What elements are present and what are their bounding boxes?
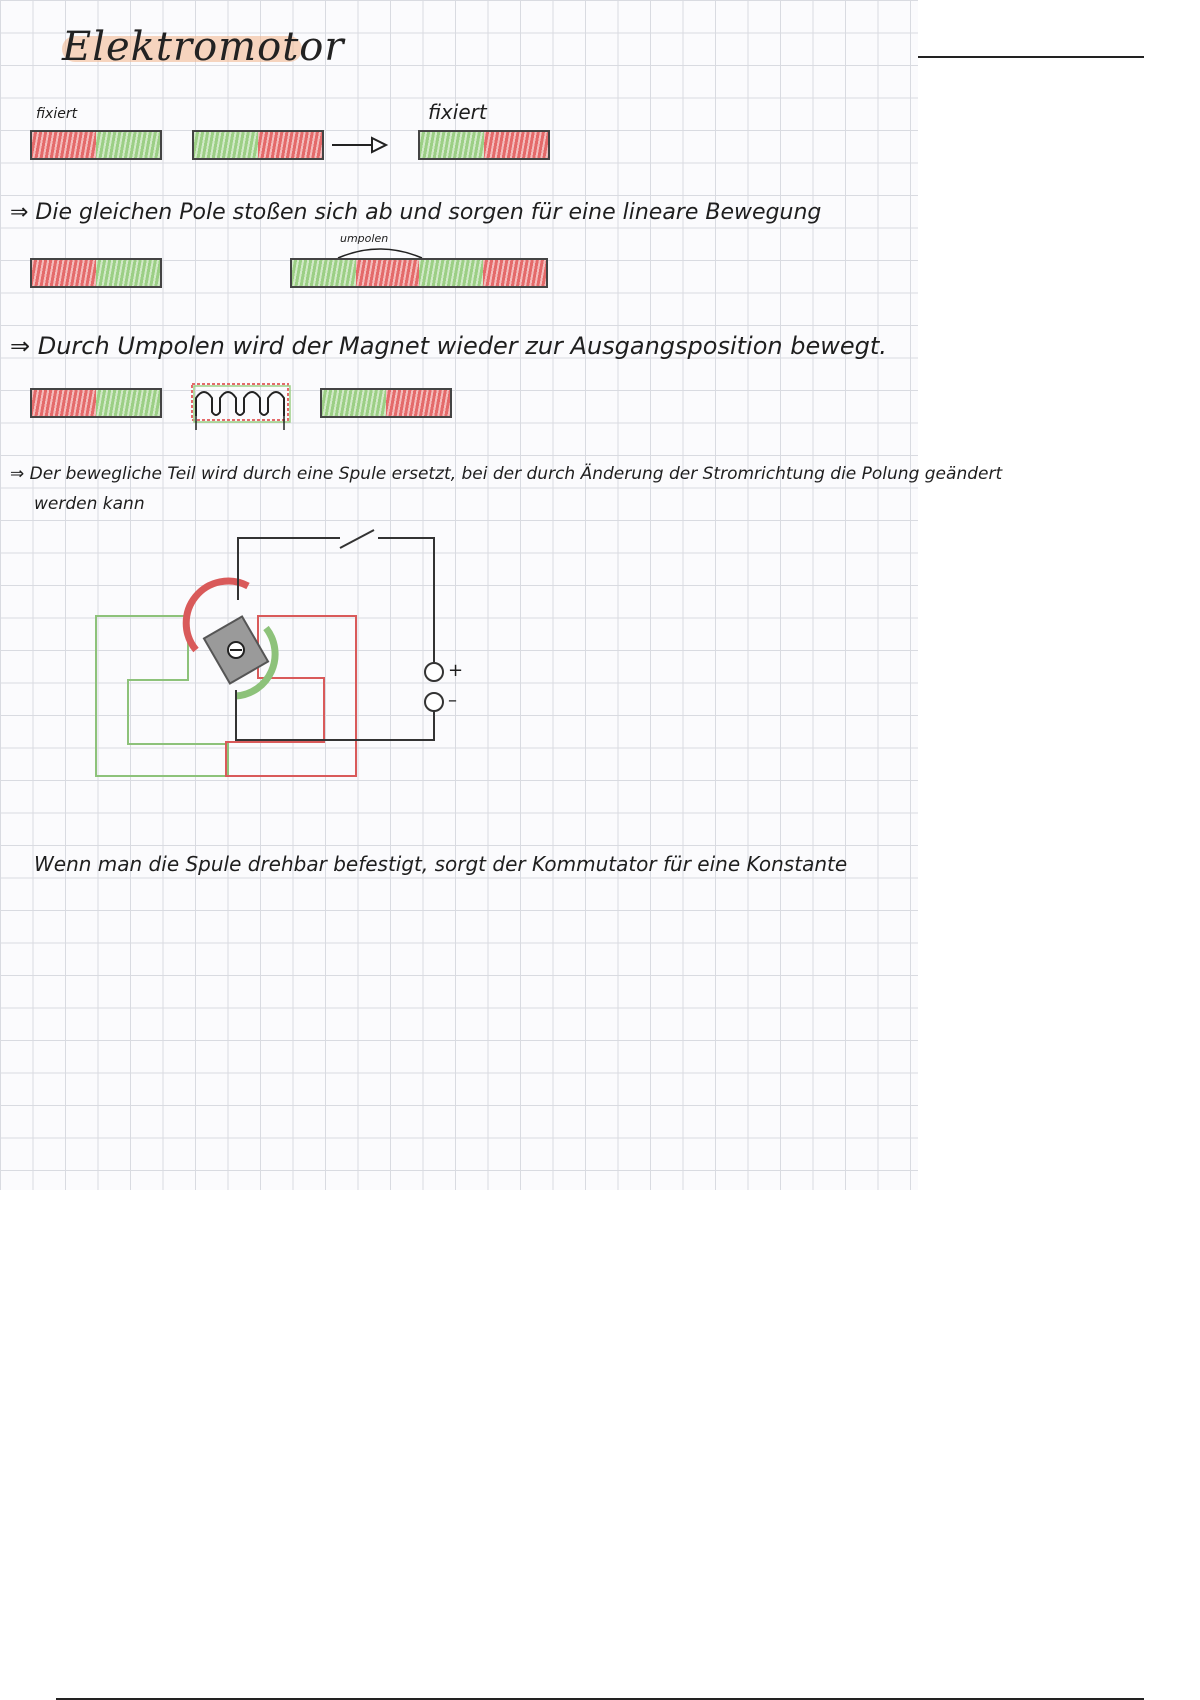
terminal-plus-label: + [448,660,464,681]
terminal-minus-label: – [448,690,457,711]
statement-2: ⇒ Durch Umpolen wird der Magnet wieder zur Ausgangsposition bewegt. [10,332,887,360]
label-fixiert-right: fixiert [428,100,487,124]
wire-top-left [238,538,340,600]
label-fixiert-left: fixiert [36,106,78,122]
final-note: Wenn man die Spule drehbar befestigt, sorgt der Kommutator für eine Konstante [34,852,848,876]
statement-1: ⇒ Die gleichen Pole stoßen sich ab und sorgen für eine lineare Bewegung [10,200,822,225]
terminal-minus-icon [425,693,443,711]
statement-3-line-1: ⇒ Der bewegliche Teil wird durch eine Spule ersetzt, bei der durch Änderung der Stromrichtung die Polung geändert [10,464,1003,484]
switch-icon [340,530,374,548]
terminal-plus-icon [425,663,443,681]
page-title: Elektromotor [62,24,345,70]
statement-3-line-2: werden kann [34,494,145,514]
wire-bottom [236,690,434,740]
arc-label-umpolen: umpolen [340,232,389,245]
footer-rule [56,1698,1144,1700]
wire-top-right [378,538,434,662]
